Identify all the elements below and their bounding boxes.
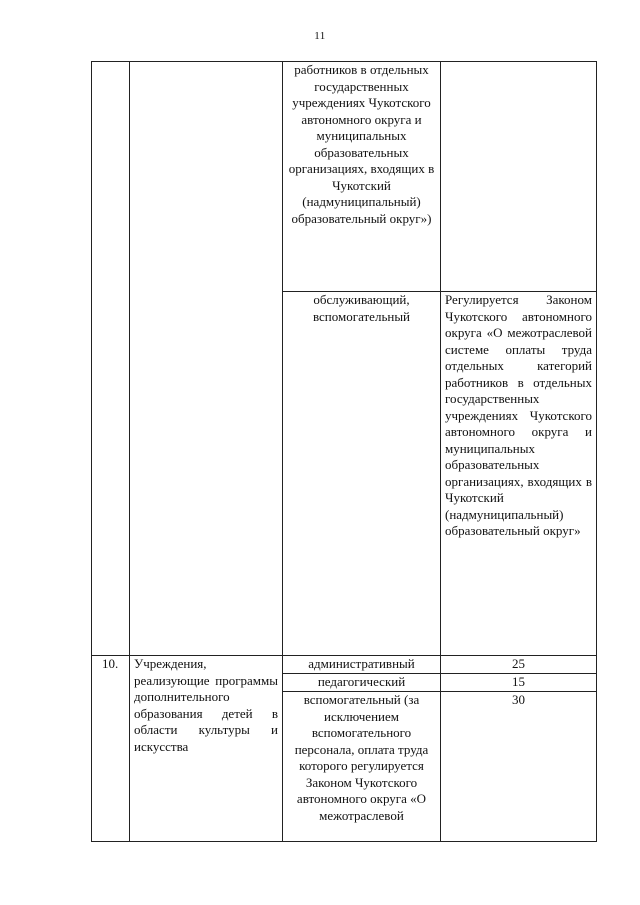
table-row <box>92 62 597 292</box>
institution-cell <box>130 62 283 656</box>
value-cell: 30 <box>441 692 597 842</box>
category-cell: административный <box>283 656 441 674</box>
value-cell <box>441 62 597 292</box>
category-cell: обслуживающий, вспомогательный <box>283 292 441 656</box>
row-number-cell: 10. <box>92 656 130 842</box>
row-number-cell <box>92 62 130 656</box>
category-cell: педагогический <box>283 674 441 692</box>
category-cell: работников в отдельных государственных учреждениях Чукотского автономного округа и муниципальных образовательных организациях, входящих в Чукотский (надмуниципальный) образовательный округ») <box>283 62 441 292</box>
category-cell: вспомогательный (за исключением вспомогательного персонала, оплата труда которого регулируется Законом Чукотского автономного округа «О межотраслевой <box>283 692 441 842</box>
page-number: 11 <box>314 30 326 42</box>
value-cell: 25 <box>441 656 597 674</box>
institution-cell: Учреждения, реализующие программы дополнительного образования детей в области культуры и искусства <box>130 656 283 842</box>
value-cell: Регулируется Законом Чукотского автономного округа «О межотраслевой системе оплаты труда отдельных категорий работников в отдельных государственных учреждениях Чукотского автономного округа и муниципальных образовательных организациях, входящих в Чукотский (надмуниципальный) образовательный округ» <box>441 292 597 656</box>
value-cell: 15 <box>441 674 597 692</box>
table-row <box>92 656 597 674</box>
staff-ratio-table <box>91 61 597 842</box>
